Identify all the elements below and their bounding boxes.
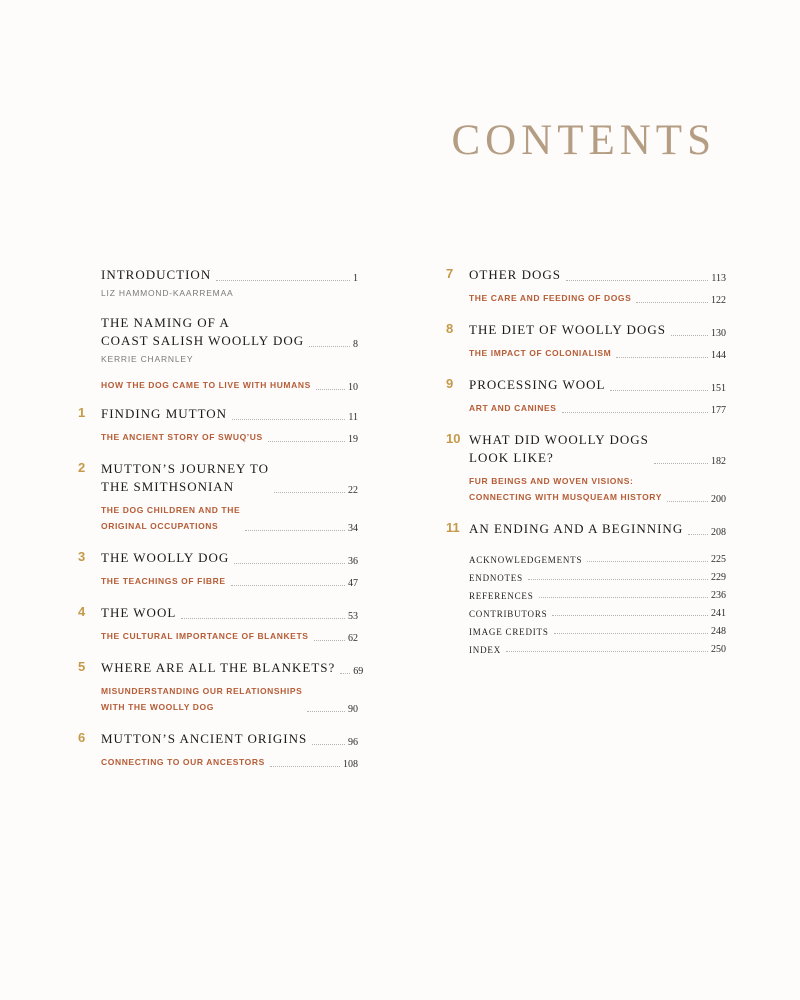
dot-leader — [688, 534, 708, 535]
chapter-row[interactable] — [469, 431, 726, 467]
toc-entry[interactable] — [78, 314, 358, 393]
back-matter-item[interactable] — [469, 608, 726, 619]
page-number: 69 — [353, 666, 364, 677]
dot-leader — [234, 563, 345, 564]
page-number: 1 — [353, 273, 358, 284]
chapter-title — [469, 431, 649, 467]
dot-leader — [216, 280, 350, 281]
dot-leader — [245, 530, 345, 531]
back-matter-title: IMAGE CREDITS — [469, 627, 549, 637]
page-number: 10 — [348, 382, 358, 393]
chapter-row[interactable] — [469, 376, 726, 394]
chapter-title — [469, 376, 605, 394]
subsection-title-line: THE ANCIENT STORY OF SWUQ’US — [101, 432, 263, 442]
chapter-title — [101, 730, 307, 748]
page-number: 236 — [711, 590, 726, 601]
subsection-row[interactable] — [101, 502, 358, 534]
chapter-row[interactable] — [101, 405, 358, 423]
subsection-title — [101, 429, 263, 445]
subsection-title — [101, 683, 302, 715]
chapter-title-line: THE DIET OF WOOLLY DOGS — [469, 322, 666, 337]
subsection-row[interactable] — [469, 345, 726, 361]
chapter-title — [469, 520, 683, 538]
chapter-author: LIZ HAMMOND-KAARREMAA — [101, 288, 234, 298]
subsection-title-line: THE TEACHINGS OF FIBRE — [101, 576, 226, 586]
chapter-title — [469, 266, 561, 284]
subsection-title-line: THE DOG CHILDREN AND THE — [101, 505, 241, 515]
chapter-number: 9 — [446, 376, 454, 391]
page-number: 250 — [711, 644, 726, 655]
chapter-row[interactable] — [469, 266, 726, 284]
dot-leader — [506, 651, 708, 652]
subsection-row[interactable] — [469, 290, 726, 306]
chapter-number: 1 — [78, 405, 86, 420]
chapter-number: 6 — [78, 730, 86, 745]
subsection-title-line: WITH THE WOOLLY DOG — [101, 702, 214, 712]
page-number: 36 — [348, 556, 358, 567]
chapter-row[interactable] — [101, 549, 358, 567]
toc-entry[interactable] — [78, 659, 364, 715]
chapter-row[interactable] — [469, 321, 726, 339]
page-number: 208 — [711, 527, 726, 538]
dot-leader — [314, 640, 345, 641]
dot-leader — [231, 585, 345, 586]
chapter-title-line: THE NAMING OF A — [101, 315, 230, 330]
page-number: 47 — [348, 578, 358, 589]
subsection-title-line: HOW THE DOG CAME TO LIVE WITH HUMANS — [101, 380, 311, 390]
page-number: 108 — [343, 759, 358, 770]
chapter-title — [101, 266, 211, 284]
chapter-title-line: FINDING MUTTON — [101, 406, 228, 421]
dot-leader — [636, 302, 708, 303]
page-number: 62 — [348, 633, 358, 644]
subsection-row[interactable] — [101, 429, 358, 445]
page-number: 53 — [348, 611, 358, 622]
toc-entry[interactable] — [446, 321, 726, 361]
page-number: 200 — [711, 494, 726, 505]
chapter-title-line: MUTTON’S JOURNEY TO — [101, 461, 270, 476]
page-number: 19 — [348, 434, 358, 445]
chapter-row[interactable] — [101, 730, 358, 748]
subsection-title-line: ORIGINAL OCCUPATIONS — [101, 521, 219, 531]
page-number: 11 — [348, 412, 358, 423]
toc-right-column — [446, 266, 726, 662]
dot-leader — [270, 766, 340, 767]
toc-entry[interactable] — [78, 405, 358, 445]
chapter-title — [101, 659, 335, 677]
chapter-number: 3 — [78, 549, 86, 564]
dot-leader — [232, 419, 345, 420]
subsection-row[interactable] — [469, 473, 726, 505]
chapter-title-line: THE SMITHSONIAN — [101, 479, 235, 494]
chapter-row[interactable] — [469, 520, 726, 538]
dot-leader — [316, 389, 345, 390]
toc-entry[interactable] — [78, 460, 358, 534]
toc-entry[interactable] — [78, 604, 358, 644]
chapter-title-line: WHERE ARE ALL THE BLANKETS? — [101, 660, 336, 675]
chapter-row[interactable] — [101, 266, 358, 284]
page-number: 8 — [353, 339, 358, 350]
page-number: 90 — [348, 704, 358, 715]
page-number: 151 — [711, 383, 726, 394]
back-matter-item[interactable] — [469, 572, 726, 583]
chapter-number: 8 — [446, 321, 454, 336]
subsection-title-line: CONNECTING TO OUR ANCESTORS — [101, 757, 265, 767]
chapter-number: 5 — [78, 659, 86, 674]
chapter-title-line: AN ENDING AND A BEGINNING — [469, 521, 684, 536]
subsection-title-line: MISUNDERSTANDING OUR RELATIONSHIPS — [101, 686, 303, 696]
page-title: CONTENTS — [451, 117, 716, 164]
dot-leader — [309, 346, 350, 347]
toc-entry[interactable] — [78, 266, 358, 298]
back-matter-title: REFERENCES — [469, 591, 534, 601]
chapter-row[interactable] — [101, 314, 358, 350]
chapter-title-line: THE WOOLLY DOG — [101, 550, 230, 565]
dot-leader — [539, 597, 708, 598]
back-matter-item[interactable] — [469, 626, 726, 637]
dot-leader — [274, 492, 345, 493]
chapter-title-line: COAST SALISH WOOLLY DOG — [101, 333, 305, 348]
chapter-title-line: WHAT DID WOOLLY DOGS — [469, 432, 649, 447]
subsection-title — [101, 628, 309, 644]
subsection-row[interactable] — [101, 683, 358, 715]
page-number: 130 — [711, 328, 726, 339]
back-matter-title: INDEX — [469, 645, 501, 655]
subsection-title-line: ART AND CANINES — [469, 403, 557, 413]
dot-leader — [667, 501, 708, 502]
chapter-title-line: INTRODUCTION — [101, 267, 212, 282]
back-matter-title: CONTRIBUTORS — [469, 609, 548, 619]
subsection-title-line: THE CULTURAL IMPORTANCE OF BLANKETS — [101, 631, 309, 641]
dot-leader — [610, 390, 708, 391]
chapter-title — [101, 314, 304, 350]
chapter-title-line: THE WOOL — [101, 605, 177, 620]
dot-leader — [268, 441, 345, 442]
subsection-title — [469, 473, 662, 505]
chapter-row[interactable] — [101, 460, 358, 496]
chapter-author: KERRIE CHARNLEY — [101, 354, 194, 364]
page-number: 22 — [348, 485, 358, 496]
page-number: 229 — [711, 572, 726, 583]
back-matter-item[interactable] — [469, 554, 726, 565]
subsection-title — [469, 290, 631, 306]
dot-leader — [562, 412, 708, 413]
subsection-row[interactable] — [101, 754, 358, 770]
subsection-row[interactable] — [469, 400, 726, 416]
chapter-title — [101, 604, 176, 622]
chapter-title-line: MUTTON’S ANCIENT ORIGINS — [101, 731, 308, 746]
toc-entry[interactable] — [446, 431, 726, 505]
page-number: 225 — [711, 554, 726, 565]
chapter-number: 2 — [78, 460, 86, 475]
chapter-number: 4 — [78, 604, 86, 619]
dot-leader — [552, 615, 708, 616]
chapter-title — [101, 549, 229, 567]
chapter-number: 11 — [446, 520, 460, 535]
chapter-title — [101, 460, 269, 496]
dot-leader — [528, 579, 708, 580]
dot-leader — [587, 561, 708, 562]
dot-leader — [616, 357, 708, 358]
subsection-row[interactable] — [101, 573, 358, 589]
subsection-title — [101, 573, 226, 589]
dot-leader — [307, 711, 345, 712]
subsection-row[interactable] — [101, 377, 358, 393]
subsection-title-line: FUR BEINGS AND WOVEN VISIONS: — [469, 476, 634, 486]
toc-entry[interactable] — [446, 266, 726, 306]
toc-entry[interactable] — [446, 376, 726, 416]
toc-entry[interactable] — [78, 730, 358, 770]
toc-entry[interactable] — [446, 520, 726, 538]
dot-leader — [340, 673, 350, 674]
back-matter-title: ACKNOWLEDGEMENTS — [469, 555, 583, 565]
dot-leader — [654, 463, 708, 464]
page-number: 144 — [711, 350, 726, 361]
dot-leader — [312, 744, 345, 745]
chapter-title-line: PROCESSING WOOL — [469, 377, 606, 392]
page-number: 182 — [711, 456, 726, 467]
page-number: 34 — [348, 523, 358, 534]
subsection-title — [101, 754, 265, 770]
subsection-title-line: THE IMPACT OF COLONIALISM — [469, 348, 612, 358]
page-number: 122 — [711, 295, 726, 306]
chapter-title-line: OTHER DOGS — [469, 267, 561, 282]
subsection-title-line: CONNECTING WITH MUSQUEAM HISTORY — [469, 492, 662, 502]
chapter-number: 10 — [446, 431, 461, 446]
back-matter-list — [446, 554, 726, 655]
subsection-title — [101, 502, 240, 534]
page-number: 248 — [711, 626, 726, 637]
back-matter-item[interactable] — [469, 644, 726, 655]
page-number: 96 — [348, 737, 358, 748]
chapter-title — [469, 321, 666, 339]
subsection-row[interactable] — [101, 628, 358, 644]
chapter-number: 7 — [446, 266, 454, 281]
subsection-title — [101, 377, 311, 393]
chapter-row[interactable] — [101, 604, 358, 622]
toc-left-column — [78, 266, 364, 770]
page-number: 241 — [711, 608, 726, 619]
toc-entry[interactable] — [78, 549, 358, 589]
back-matter-title: ENDNOTES — [469, 573, 523, 583]
dot-leader — [671, 335, 708, 336]
subsection-title-line: THE CARE AND FEEDING OF DOGS — [469, 293, 632, 303]
dot-leader — [181, 618, 345, 619]
subsection-title — [469, 345, 611, 361]
page-number: 177 — [711, 405, 726, 416]
subsection-title — [469, 400, 557, 416]
page-number: 113 — [711, 273, 726, 284]
chapter-title-line: LOOK LIKE? — [469, 450, 554, 465]
chapter-row[interactable] — [101, 659, 364, 677]
back-matter-item[interactable] — [469, 590, 726, 601]
dot-leader — [554, 633, 708, 634]
dot-leader — [566, 280, 708, 281]
chapter-title — [101, 405, 227, 423]
